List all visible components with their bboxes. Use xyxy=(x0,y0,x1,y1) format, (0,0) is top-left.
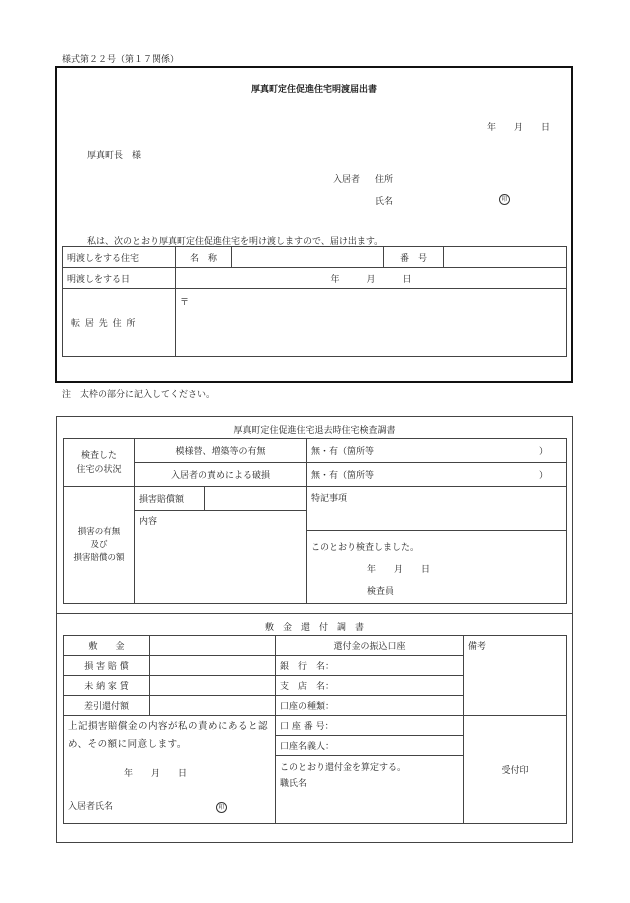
deposit-field[interactable] xyxy=(150,636,276,656)
certify-text: このとおり検査しました。 xyxy=(311,543,420,553)
bank-name-field[interactable]: 銀 行 名： xyxy=(276,656,464,676)
agreement-text: 上記損害賠償金の内容が私の責めにあると認め、その額に同意します。 xyxy=(68,721,269,750)
move-out-date-field[interactable]: 年 月 日 xyxy=(176,268,567,289)
calculation-area xyxy=(276,756,464,824)
remarks-field[interactable]: 備考 xyxy=(464,636,567,716)
calc-statement: このとおり還付金を算定する。 xyxy=(280,763,407,773)
move-out-date-label: 明渡しをする日 xyxy=(63,268,176,289)
compensation-amount-field[interactable] xyxy=(205,487,307,511)
resident-name-label: 入居者氏名 xyxy=(68,802,114,812)
resident-name-line[interactable] xyxy=(68,799,271,813)
section-divider xyxy=(57,613,572,614)
status-label: 検査した 住宅の状況 xyxy=(64,439,135,487)
receipt-stamp-area: 受付印 xyxy=(464,716,567,824)
refund-table xyxy=(63,635,567,824)
housing-name-field[interactable] xyxy=(232,247,384,268)
damage-label: 入居者の責めによる破損 xyxy=(135,463,307,487)
special-notes-field[interactable]: 特記事項 xyxy=(307,487,567,531)
housing-number-label: 番 号 xyxy=(384,247,444,268)
unpaid-rent-label: 未 納 家 賃 xyxy=(64,676,150,696)
refund-title: 敷 金 還 付 調 書 xyxy=(264,623,364,633)
net-refund-label: 差引還付額 xyxy=(64,696,150,716)
contents-field[interactable]: 内容 xyxy=(135,511,307,604)
applicant-label: 入居者 xyxy=(333,175,361,185)
modification-field[interactable]: 無・有（箇所等 ） xyxy=(307,439,567,463)
compensation-field[interactable] xyxy=(150,656,276,676)
account-type-field[interactable]: 口座の種類： xyxy=(276,696,464,716)
agreement-area xyxy=(64,716,276,824)
account-number-field[interactable]: 口 座 番 号： xyxy=(276,716,464,736)
inspection-table xyxy=(63,438,567,604)
seal-mark xyxy=(499,194,510,205)
name-label: 氏名 xyxy=(375,197,394,207)
address-label: 住所 xyxy=(375,175,394,185)
deposit-label: 敷 金 xyxy=(64,636,150,656)
forwarding-address-label: 転 居 先 住 所 xyxy=(63,289,176,357)
office-section xyxy=(56,416,573,843)
notice-date: 年 月 日 xyxy=(487,123,551,133)
housing-label: 明渡しをする住宅 xyxy=(63,247,176,268)
notice-title: 厚真町定住促進住宅明渡届出書 xyxy=(250,85,377,95)
forwarding-address-field[interactable] xyxy=(176,289,567,357)
modification-label: 模様替、増築等の有無 xyxy=(135,439,307,463)
notice-form xyxy=(55,66,573,383)
note: 注 太枠の部分に記入してください。 xyxy=(62,390,216,400)
addressee: 厚真町長 様 xyxy=(87,151,142,161)
branch-name-field[interactable]: 支 店 名： xyxy=(276,676,464,696)
housing-name-label: 名 称 xyxy=(176,247,232,268)
net-refund-field[interactable] xyxy=(150,696,276,716)
damage-compensation-label: 損害の有無 及び 損害賠償の額 xyxy=(64,487,135,604)
inspection-date: 年 月 日 xyxy=(367,565,431,575)
postal-mark: 〒 xyxy=(180,298,190,308)
statement: 私は、次のとおり厚真町定住促進住宅を明け渡しますので、届け出ます。 xyxy=(87,237,384,247)
housing-number-field[interactable] xyxy=(444,247,567,268)
unpaid-rent-field[interactable] xyxy=(150,676,276,696)
form-number: 様式第２２号（第１７関係） xyxy=(62,55,180,65)
notice-table xyxy=(62,246,567,357)
official-name-label: 職氏名 xyxy=(280,779,308,789)
damage-field[interactable]: 無・有（箇所等 ） xyxy=(307,463,567,487)
inspector-label: 検査員 xyxy=(367,587,395,597)
seal-icon: 印 xyxy=(216,802,227,813)
certification xyxy=(307,531,567,604)
seal-icon: 印 xyxy=(499,194,510,205)
inspection-title: 厚真町定住促進住宅退去時住宅検査調書 xyxy=(233,426,396,436)
compensation-amount-label: 損害賠償額 xyxy=(135,487,205,511)
account-header: 還付金の振込口座 xyxy=(276,636,464,656)
compensation-label: 損 害 賠 償 xyxy=(64,656,150,676)
account-holder-field[interactable]: 口座名義人： xyxy=(276,736,464,756)
agreement-date: 年 月 日 xyxy=(124,769,188,779)
